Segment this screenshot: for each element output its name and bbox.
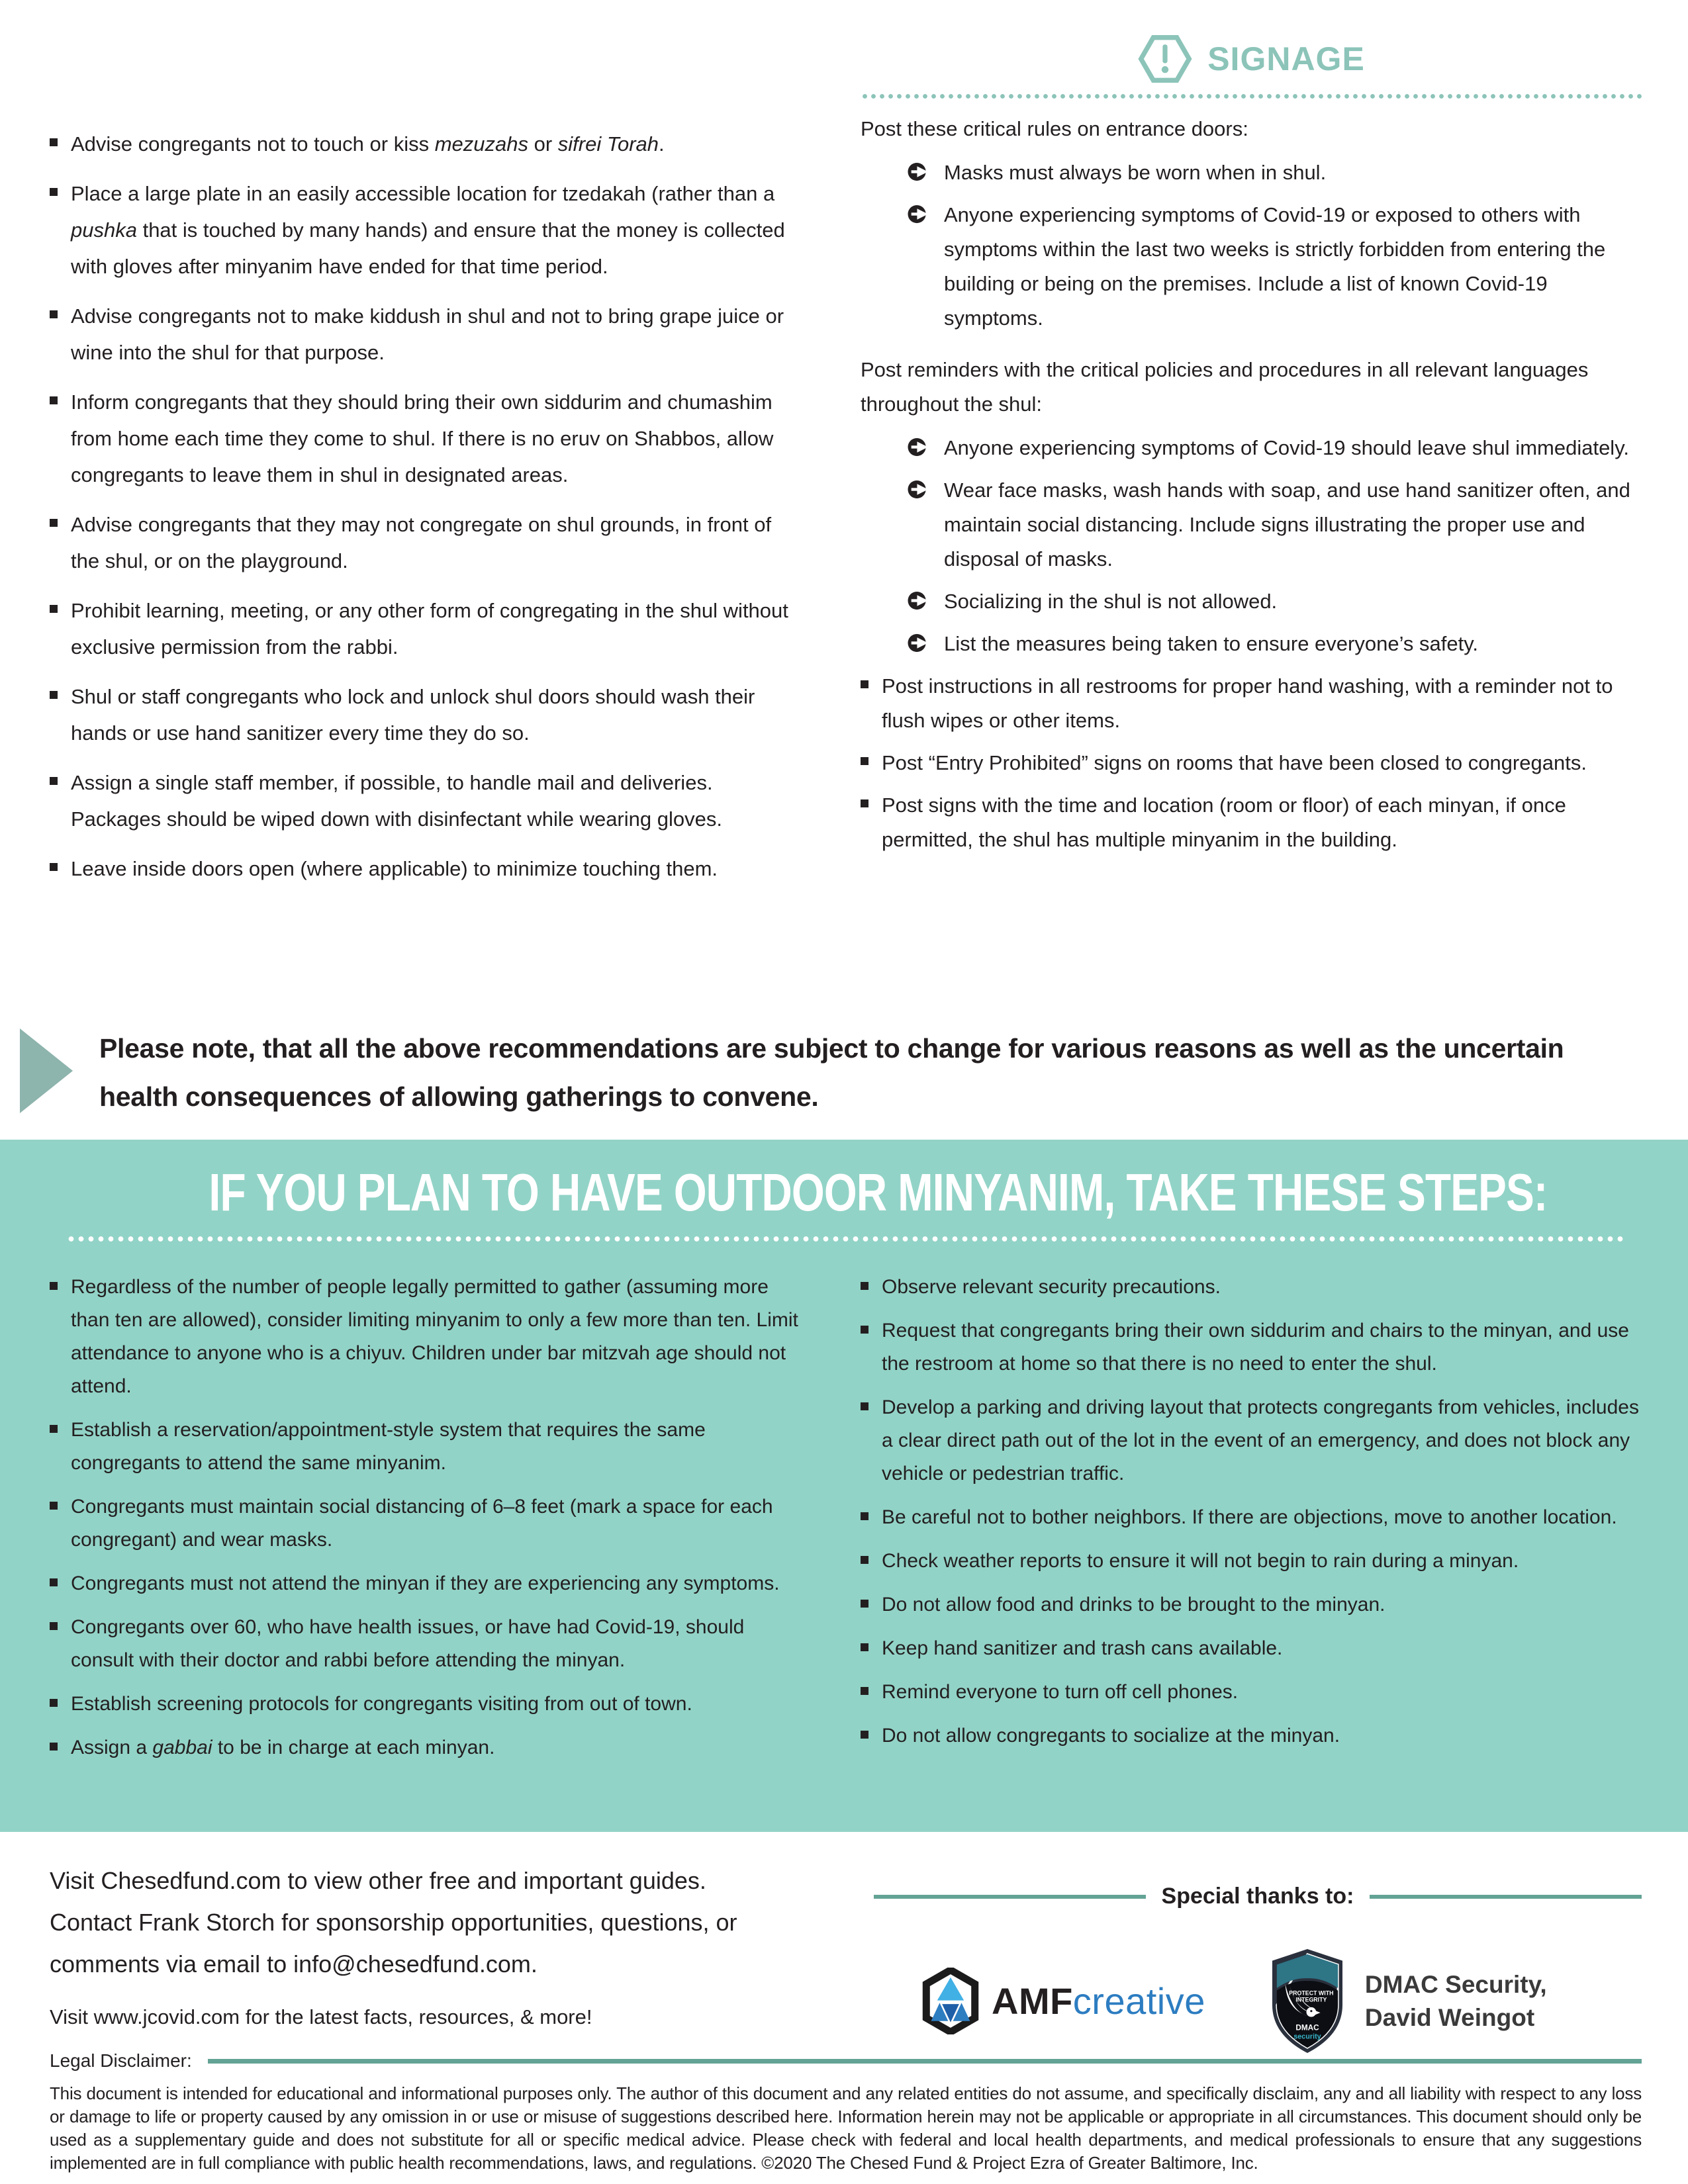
list-item-text: Establish a reservation/appointment-style system that requires the same congregants to attend the same minyanim. <box>71 1419 706 1474</box>
list-item-text: Remind everyone to turn off cell phones. <box>882 1681 1239 1703</box>
list-item-text: Keep hand sanitizer and trash cans available. <box>882 1637 1283 1659</box>
square-bullet-icon <box>861 1731 868 1739</box>
divider-line <box>208 2059 1642 2064</box>
list-item <box>50 1490 804 1557</box>
reminder-rule-item <box>907 584 1642 619</box>
square-bullet-icon <box>50 1502 58 1510</box>
list-item <box>861 1676 1642 1709</box>
amf-creative-logo <box>920 1968 1205 2034</box>
list-item-text: Inform congregants that they should bring their own siddurim and chumashim from home each time they come to shul. If there is no eruv on Shabbos, allow congregants to leave them in shul in designated areas. <box>71 390 774 486</box>
dmac-line1: DMAC Security, <box>1364 1970 1547 1998</box>
signage-header <box>861 33 1642 85</box>
list-item <box>50 1611 804 1677</box>
square-bullet-icon <box>861 1402 868 1410</box>
list-item <box>50 506 804 579</box>
list-item-text: Establish screening protocols for congregants visiting from out of town. <box>71 1693 692 1715</box>
divider-line <box>1370 1895 1642 1899</box>
outdoor-columns <box>50 1271 1642 1775</box>
square-bullet-icon <box>50 1743 58 1751</box>
signage-section <box>861 26 1642 900</box>
circle-arrow-icon <box>907 161 929 182</box>
amf-logo-text <box>992 1979 1205 2023</box>
list-item <box>861 1314 1642 1381</box>
circle-arrow-icon <box>907 437 929 457</box>
circle-arrow-icon <box>907 479 929 500</box>
footer-jcovid-line: Visit www.jcovid.com for the latest facts, resources, & more! <box>50 2005 592 2028</box>
outdoor-minyanim-section <box>0 1140 1688 1832</box>
list-item <box>50 1271 804 1403</box>
rule-text: List the measures being taken to ensure everyone’s safety. <box>944 632 1479 655</box>
circle-arrow-icon <box>907 204 929 224</box>
list-item-text: Request that congregants bring their own siddurim and chairs to the minyan, and use the restroom at home so that there is no need to enter the shul. <box>882 1320 1629 1375</box>
outdoor-right-list <box>861 1271 1642 1775</box>
square-bullet-icon <box>50 1282 58 1290</box>
list-item <box>50 678 804 751</box>
entrance-rules-intro: Post these critical rules on entrance doors: <box>861 117 1248 140</box>
square-bullet-icon <box>861 1282 868 1290</box>
list-item <box>861 788 1642 857</box>
list-item <box>50 764 804 837</box>
list-item <box>861 1588 1642 1621</box>
footer-contact-line: Contact Frank Storch for sponsorship opportunities, questions, or comments via email to info@chesedfund.com. <box>50 1909 737 1978</box>
reminder-rule-item <box>907 627 1642 661</box>
right-triangle-icon <box>20 1028 73 1113</box>
list-item-text: Advise congregants that they may not congregate on shul grounds, in front of the shul, or on the playground. <box>71 513 772 572</box>
list-item-text: Congregants must maintain social distancing of 6–8 feet (mark a space for each congregant) and wear masks. <box>71 1496 773 1551</box>
list-item-text: Do not allow congregants to socialize at the minyan. <box>882 1725 1340 1747</box>
dmac-shield-icon <box>1268 1948 1346 2054</box>
hexagon-exclamation-icon <box>1137 33 1193 85</box>
square-bullet-icon <box>861 1326 868 1334</box>
outdoor-left-list <box>50 1271 804 1775</box>
square-bullet-icon <box>50 1622 58 1630</box>
legal-disclaimer <box>50 2050 1642 2175</box>
rule-text: Anyone experiencing symptoms of Covid-19 or exposed to others with symptoms within the last two weeks is strictly forbidden from entering the building or being on the premises. Include a list of known Covid-19 symptoms. <box>944 203 1606 330</box>
rule-text: Anyone experiencing symptoms of Covid-19 should leave shul immediately. <box>944 436 1630 459</box>
reminder-rule-item <box>907 473 1642 576</box>
list-item <box>861 1719 1642 1752</box>
legal-label: Legal Disclaimer: <box>50 2050 192 2071</box>
square-bullet-icon <box>50 605 58 613</box>
list-item-text: Congregants over 60, who have health issues, or have had Covid-19, should consult with their doctor and rabbi before attending the minyan. <box>71 1616 745 1671</box>
footer-credits <box>874 1860 1642 2054</box>
list-item <box>50 1688 804 1721</box>
square-bullet-icon <box>50 310 58 318</box>
list-item-text: Post “Entry Prohibited” signs on rooms that have been closed to congregants. <box>882 751 1587 774</box>
list-item <box>861 1271 1642 1304</box>
please-note-text: Please note, that all the above recommendations are subject to change for various reasons as well as the uncertain health consequences of allowing gatherings to convene. <box>99 1033 1564 1112</box>
amf-light-text: creative <box>1072 1980 1205 2022</box>
list-item-text: Congregants must not attend the minyan if they are experiencing any symptoms. <box>71 1572 780 1594</box>
list-item-text: Leave inside doors open (where applicable) to minimize touching them. <box>71 857 718 880</box>
square-bullet-icon <box>861 1556 868 1564</box>
list-item <box>50 126 804 162</box>
dmac-line2: David Weingot <box>1364 2003 1535 2031</box>
square-bullet-icon <box>50 188 58 196</box>
circle-arrow-icon <box>907 633 929 653</box>
dmac-security-logo <box>1268 1948 1547 2054</box>
list-item <box>861 746 1642 780</box>
reminders-intro: Post reminders with the critical policies and procedures in all relevant languages throughout the shul: <box>861 358 1589 416</box>
square-bullet-icon <box>50 863 58 871</box>
rule-text: Wear face masks, wash hands with soap, and use hand sanitizer often, and maintain social distancing. Include signs illustrating the proper use and disposal of masks. <box>944 478 1630 570</box>
rule-text: Masks must always be worn when in shul. <box>944 161 1327 184</box>
shield-brand-sub: security <box>1293 2032 1321 2041</box>
list-item <box>50 1731 804 1764</box>
list-item-text: Place a large plate in an easily accessible location for tzedakah (rather than a pushka that is touched by many hands) and ensure that the money is collected with gloves after minyanim have ended for that time period. <box>71 182 785 278</box>
square-bullet-icon <box>50 138 58 146</box>
list-item <box>50 1567 804 1600</box>
square-bullet-icon <box>50 1578 58 1586</box>
dmac-credit-text <box>1365 1968 1547 2034</box>
list-item <box>50 1414 804 1480</box>
divider-line <box>874 1895 1146 1899</box>
legal-text: This document is intended for educational and informational purposes only. The author of this document and any related entities do not assume, and specifically disclaim, any and all liability with respect to any loss or damage to life or property caused by any omission in or use or misuse of suggestions described here. Information herein may not be applicable or appropriate in all circumstances. This document should only be used as a supplementary guide and does not substitute for all or specific medical advice. Please check with federal and local health departments, and medical professionals to ensure that any suggestions implemented are in full compliance with public health recommendations, laws, and regulations. ©2020 The Chesed Fund & Project Ezra of Greater Baltimore, Inc. <box>50 2083 1642 2173</box>
general-guidelines-list <box>50 126 804 900</box>
square-bullet-icon <box>50 1425 58 1433</box>
list-item-text: Check weather reports to ensure it will not begin to rain during a minyan. <box>882 1550 1519 1572</box>
list-item-text: Post instructions in all restrooms for proper hand washing, with a reminder not to flush wipes or other items. <box>882 674 1613 732</box>
list-item <box>50 384 804 493</box>
list-item <box>861 1501 1642 1534</box>
list-item <box>50 592 804 665</box>
outdoor-section-title: IF YOU PLAN TO HAVE OUTDOOR MINYANIM, TAKE THESE STEPS: <box>209 1163 1548 1222</box>
top-section <box>50 26 1642 900</box>
signage-title: SIGNAGE <box>1207 40 1365 77</box>
list-item <box>50 850 804 887</box>
square-bullet-icon <box>861 799 868 807</box>
footer-contact <box>50 1860 844 2054</box>
amf-bold-text: AMF <box>992 1980 1073 2022</box>
square-bullet-icon <box>50 691 58 699</box>
list-item-text: Assign a single staff member, if possible, to handle mail and deliveries. Packages should be wiped down with disinfectant while wearing gloves. <box>71 771 722 831</box>
list-item-text: Be careful not to bother neighbors. If there are objections, move to another location. <box>882 1506 1617 1528</box>
post-signs-list <box>861 669 1642 857</box>
reminder-rule-item <box>907 431 1642 465</box>
list-item <box>861 1632 1642 1665</box>
list-item-text: Regardless of the number of people legally permitted to gather (assuming more than ten are allowed), consider limiting minyanim to only a few more than ten. Limit attendance to anyone who is a chiyuv. Children under bar mitzvah age should not attend. <box>71 1276 798 1397</box>
legal-header <box>50 2050 1642 2071</box>
square-bullet-icon <box>861 680 868 688</box>
square-bullet-icon <box>861 1600 868 1608</box>
list-item-text: Advise congregants not to touch or kiss mezuzahs or sifrei Torah. <box>71 132 665 156</box>
list-item <box>50 175 804 285</box>
list-item-text: Advise congregants not to make kiddush in shul and not to bring grape juice or wine into the shul for that purpose. <box>71 304 784 364</box>
amf-logo-icon <box>920 1968 981 2034</box>
shield-motto-line2: INTEGRITY <box>1295 1996 1327 2003</box>
footer <box>50 1860 1642 2054</box>
please-note <box>0 1024 1688 1121</box>
list-item <box>861 1545 1642 1578</box>
circle-arrow-icon <box>907 590 929 611</box>
list-item <box>861 1391 1642 1490</box>
square-bullet-icon <box>861 1643 868 1651</box>
shield-brand: DMAC <box>1295 2023 1319 2032</box>
footer-visit-line: Visit Chesedfund.com to view other free and important guides. <box>50 1867 706 1894</box>
special-thanks-label: Special thanks to: <box>1161 1884 1354 1909</box>
square-bullet-icon <box>861 1687 868 1695</box>
square-bullet-icon <box>50 519 58 527</box>
square-bullet-icon <box>50 1699 58 1707</box>
shield-motto-line1: PROTECT WITH <box>1289 1989 1334 1997</box>
square-bullet-icon <box>861 1512 868 1520</box>
list-item-text: Assign a gabbai to be in charge at each minyan. <box>71 1737 495 1758</box>
list-item-text: Develop a parking and driving layout that protects congregants from vehicles, includes a clear direct path out of the lot in the event of an emergency, and does not block any vehicle or pedestrian traffic. <box>882 1396 1639 1484</box>
list-item-text: Observe relevant security precautions. <box>882 1276 1221 1298</box>
list-item <box>861 669 1642 738</box>
list-item-text: Do not allow food and drinks to be brought to the minyan. <box>882 1594 1385 1615</box>
list-item-text: Prohibit learning, meeting, or any other form of congregating in the shul without exclusive permission from the rabbi. <box>71 599 788 659</box>
list-item-text: Post signs with the time and location (room or floor) of each minyan, if once permitted, the shul has multiple minyanim in the building. <box>882 794 1566 851</box>
list-item <box>50 298 804 371</box>
dotted-divider-white <box>66 1236 1625 1242</box>
list-item-text: Shul or staff congregants who lock and unlock shul doors should wash their hands or use hand sanitizer every time they do so. <box>71 685 755 745</box>
entrance-rule-item <box>907 198 1642 336</box>
entrance-rule-item <box>907 156 1642 190</box>
dotted-divider <box>861 94 1642 99</box>
square-bullet-icon <box>50 396 58 404</box>
rule-text: Socializing in the shul is not allowed. <box>944 590 1278 613</box>
square-bullet-icon <box>50 777 58 785</box>
sponsor-logos <box>874 1948 1642 2054</box>
special-thanks-row <box>874 1884 1642 1909</box>
square-bullet-icon <box>861 757 868 765</box>
